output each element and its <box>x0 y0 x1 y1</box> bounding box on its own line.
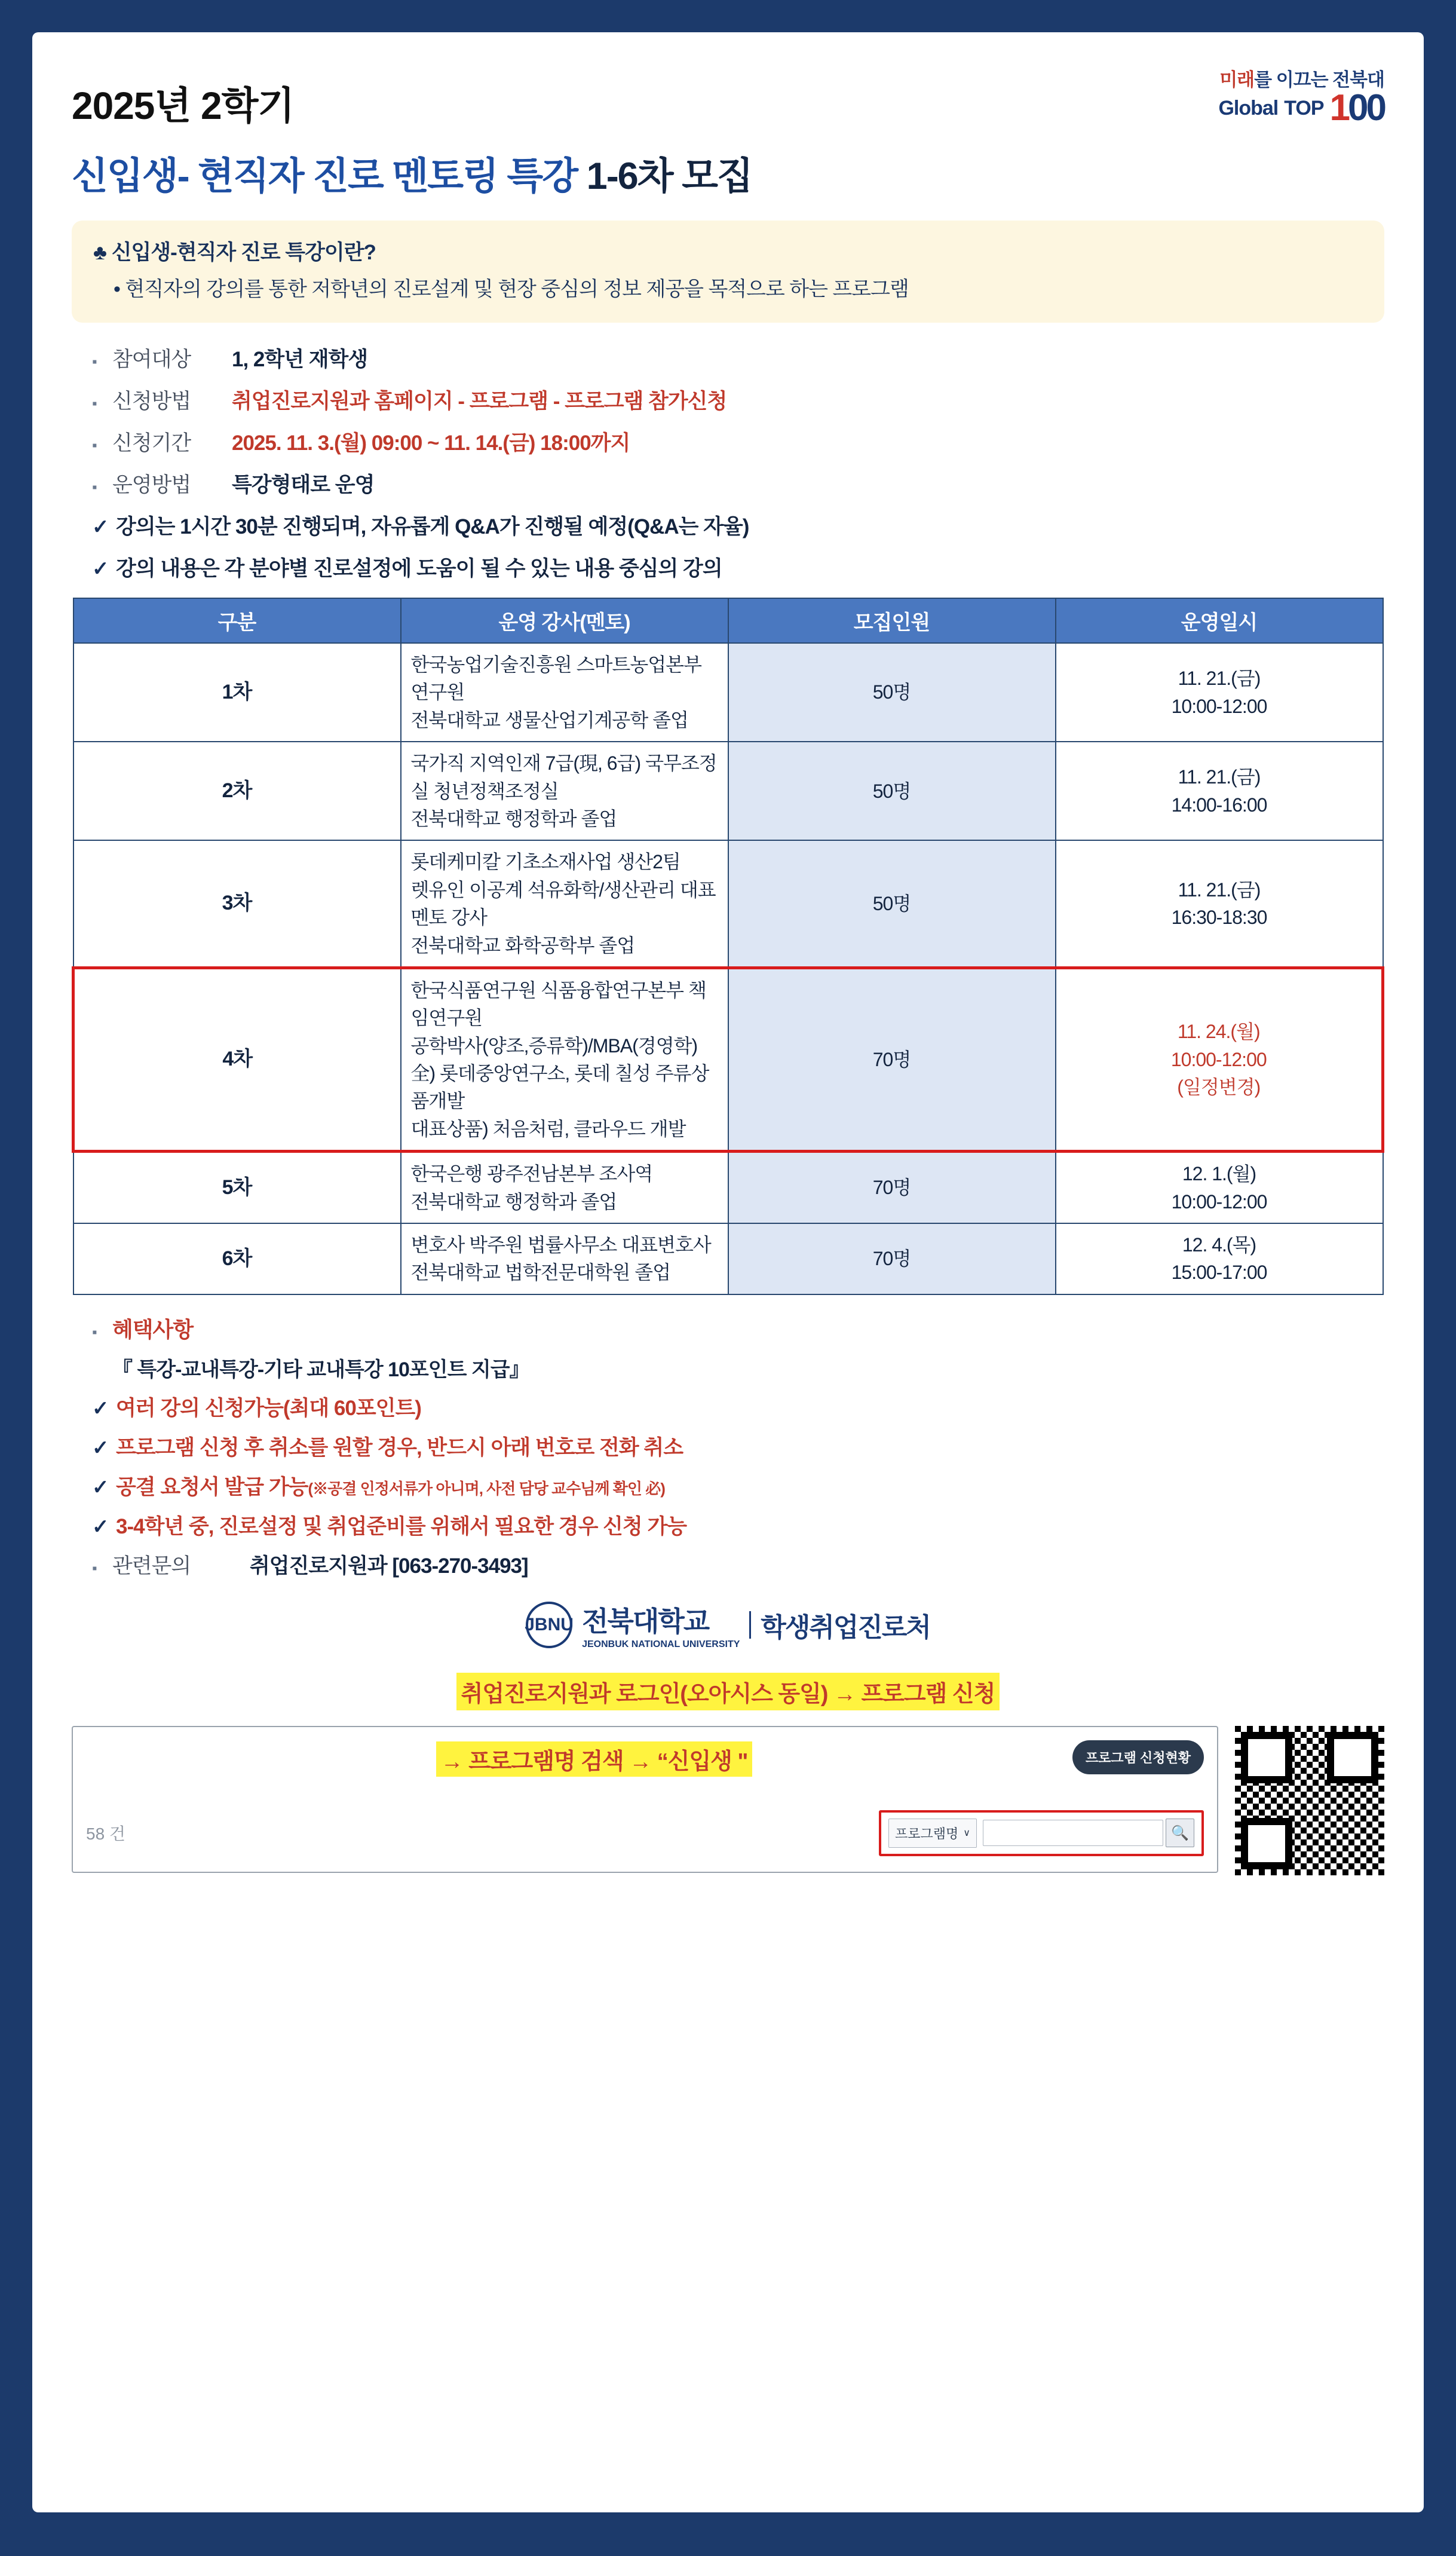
table-row <box>73 742 1383 840</box>
benefit-item <box>92 1431 1384 1461</box>
list-bullet-icon: ▪ <box>92 1560 97 1577</box>
table-row-highlighted <box>73 968 1383 1151</box>
mentor-line: 변호사 박주원 법률사무소 대표변호사 <box>410 1234 711 1256</box>
poster-header <box>72 67 1384 130</box>
date-line: 14:00-16:00 <box>1171 794 1267 816</box>
info-row <box>92 469 1384 498</box>
check-icon: ✓ <box>92 1397 109 1420</box>
cell-no: 6차 <box>73 1223 401 1294</box>
table-row <box>73 1152 1383 1223</box>
col-header-no: 구분 <box>73 598 401 643</box>
benefit-text: 프로그램 신청 후 취소를 원할 경우, 반드시 아래 번호로 전화 취소 <box>116 1435 683 1459</box>
list-bullet-icon: ▪ <box>92 437 97 454</box>
date-line: 16:30-18:30 <box>1171 907 1267 929</box>
date-line: 11. 21.(금) <box>1178 668 1261 690</box>
cell-mentor <box>401 643 728 742</box>
info-value: 취업진로지원과 홈페이지 - 프로그램 - 프로그램 참가신청 <box>232 390 727 413</box>
office-name: 학생취업진로처 <box>761 1612 930 1642</box>
divider <box>749 1611 751 1639</box>
benefit-note: (※공결 인정서류가 아니며, 사전 담당 교수님께 확인 必) <box>308 1479 665 1498</box>
search-screenshot-top <box>86 1741 1204 1777</box>
cell-count: 50명 <box>728 742 1056 840</box>
list-bullet-icon: ▪ <box>92 396 97 412</box>
mentor-line: 全) 롯데중앙연구소, 롯데 칠성 주류상품개발 <box>410 1063 709 1112</box>
info-label: 참여대상 <box>112 348 191 371</box>
chevron-down-icon: ∨ <box>963 1828 970 1839</box>
search-field-select[interactable] <box>888 1819 977 1848</box>
cell-mentor <box>401 742 728 840</box>
list-bullet-icon: ▪ <box>92 479 97 495</box>
date-line: 10:00-12:00 <box>1170 1048 1267 1070</box>
contact-row <box>92 1550 1384 1579</box>
qr-corner-marker <box>1241 1818 1292 1869</box>
page-title-suffix: 1-6차 모집 <box>586 155 752 197</box>
cell-count: 50명 <box>728 643 1056 742</box>
brand-global-top <box>1218 87 1384 128</box>
cell-date <box>1056 1223 1383 1294</box>
check-icon: ✓ <box>92 516 109 538</box>
list-bullet-icon: ▪ <box>92 354 97 370</box>
brand-tagline <box>1218 71 1384 89</box>
table-row <box>73 643 1383 742</box>
check-icon: ✓ <box>92 1515 109 1538</box>
info-label: 신청기간 <box>112 431 191 455</box>
page-title-main: 신입생- 현직자 진로 멘토링 특강 <box>72 155 587 197</box>
result-count: 58 건 <box>86 1825 125 1844</box>
benefits-section <box>72 1313 1384 1579</box>
howto-section <box>72 1673 1384 1875</box>
benefit-item <box>92 1392 1384 1422</box>
qr-code[interactable] <box>1235 1726 1384 1875</box>
benefits-title <box>92 1313 1384 1343</box>
mentor-line: 한국은행 광주전남본부 조사역 <box>410 1163 653 1185</box>
university-name <box>582 1600 740 1650</box>
info-value: 1, 2학년 재학생 <box>232 348 368 371</box>
benefit-text: 3-4학년 중, 진로설정 및 취업준비를 위해서 필요한 경우 신청 가능 <box>116 1514 687 1538</box>
date-line: 15:00-17:00 <box>1171 1262 1267 1284</box>
program-search-screenshot <box>72 1726 1218 1873</box>
search-input[interactable] <box>983 1820 1163 1846</box>
check-icon: ✓ <box>92 558 109 580</box>
table-row <box>73 840 1383 968</box>
date-line: 10:00-12:00 <box>1171 1190 1267 1213</box>
brand-tagline-mid: 를 이끄는 <box>1254 69 1333 90</box>
date-line: 12. 1.(월) <box>1182 1163 1256 1185</box>
page-title <box>72 146 1384 200</box>
cell-no: 2차 <box>73 742 401 840</box>
date-line: 11. 24.(월) <box>1177 1021 1260 1043</box>
cell-date <box>1056 1152 1383 1223</box>
intro-box <box>72 221 1384 323</box>
cell-no: 4차 <box>73 968 401 1151</box>
benefit-text: 공결 요청서 발급 가능 <box>116 1475 308 1499</box>
mentor-line: 대표상품) 처음처럼, 클라우드 개발 <box>410 1118 686 1140</box>
date-line: 11. 21.(금) <box>1178 766 1261 788</box>
brand-100-one: 1 <box>1329 87 1348 128</box>
cell-date <box>1056 968 1383 1151</box>
cell-count: 50명 <box>728 840 1056 968</box>
check-icon: ✓ <box>92 1436 109 1459</box>
schedule-table <box>72 598 1384 1295</box>
mentor-line: 전북대학교 행정학과 졸업 <box>410 1190 617 1213</box>
info-row <box>92 510 1384 540</box>
university-mark <box>72 1600 1384 1650</box>
benefit-item <box>92 1471 1384 1501</box>
mentor-line: 한국식품연구원 식품융합연구본부 책임연구원 <box>410 979 706 1029</box>
university-name-kr: 전북대학교 <box>582 1605 709 1637</box>
search-icon[interactable]: 🔍 <box>1166 1819 1194 1847</box>
info-value: 강의 내용은 각 분야별 진로설정에 도움이 될 수 있는 내용 중심의 강의 <box>116 557 722 580</box>
program-status-button[interactable]: 프로그램 신청현황 <box>1072 1740 1204 1774</box>
jbnu-brand-logo <box>1218 67 1384 128</box>
table-row <box>73 1223 1383 1294</box>
mentor-line: 국가직 지역인재 7급(現, 6급) 국무조정실 청년정책조정실 <box>410 752 717 802</box>
mentor-line: 공학박사(양조,증류학)/MBA(경영학) <box>410 1034 698 1057</box>
search-screenshot-bottom <box>86 1810 1204 1856</box>
benefit-item <box>92 1510 1384 1540</box>
howto-step1: 취업진로지원과 로그인(오아시스 동일) → 프로그램 신청 <box>456 1673 1000 1710</box>
brand-100-oo: 00 <box>1348 87 1384 128</box>
mentor-line: 한국농업기술진흥원 스마트농업본부 연구원 <box>410 654 701 703</box>
search-field-value: 프로그램명 <box>895 1826 959 1841</box>
cell-no: 3차 <box>73 840 401 968</box>
info-value: 2025. 11. 3.(월) 09:00 ~ 11. 14.(금) 18:00까지 <box>232 431 630 455</box>
col-header-mentor: 운영 강사(멘토) <box>401 598 728 643</box>
mentor-line: 전북대학교 생물산업기계공학 졸업 <box>410 709 688 731</box>
info-row <box>92 552 1384 582</box>
semester-title: 2025년 2학기 <box>72 84 295 127</box>
list-bullet-icon: ▪ <box>92 1324 97 1340</box>
date-line: 11. 21.(금) <box>1178 878 1261 901</box>
info-label: 신청방법 <box>112 390 191 413</box>
cell-mentor <box>401 1152 728 1223</box>
brand-tagline-prefix: 미래 <box>1219 69 1255 90</box>
info-label: 운영방법 <box>112 473 191 497</box>
benefits-quote: 『 특강-교내특강-기타 교내특강 10포인트 지급』 <box>112 1358 529 1381</box>
brand-global-label: Global <box>1218 96 1279 120</box>
cell-count: 70명 <box>728 968 1056 1151</box>
cell-date <box>1056 643 1383 742</box>
cell-mentor <box>401 840 728 968</box>
check-icon: ✓ <box>92 1476 109 1499</box>
university-seal-icon: JBNU <box>526 1602 572 1648</box>
howto-step2: → 프로그램명 검색 → “신입생 " <box>436 1741 753 1777</box>
mentor-line: 전북대학교 행정학과 졸업 <box>410 807 617 829</box>
info-value: 강의는 1시간 30분 진행되며, 자유롭게 Q&A가 진행될 예정(Q&A는 자율) <box>116 515 749 538</box>
col-header-date: 운영일시 <box>1056 598 1383 643</box>
info-row <box>92 385 1384 415</box>
mentor-line: 롯데케미칼 기초소재사업 생산2팀 <box>410 851 681 873</box>
cell-date <box>1056 742 1383 840</box>
mentor-line: 전북대학교 화학공학부 졸업 <box>410 934 635 956</box>
cell-mentor <box>401 1223 728 1294</box>
contact-value: 취업진로지원과 [063-270-3493] <box>250 1554 528 1578</box>
poster-sheet <box>32 32 1424 2512</box>
cell-date <box>1056 840 1383 968</box>
cell-no: 5차 <box>73 1152 401 1223</box>
intro-heading: ♣ 신입생-현직자 진로 특강이란? <box>93 241 376 264</box>
date-note: (일정변경) <box>1177 1076 1261 1098</box>
cell-no: 1차 <box>73 643 401 742</box>
info-value: 특강형태로 운영 <box>232 473 375 497</box>
howto-screenshot-row <box>72 1726 1384 1875</box>
cell-mentor <box>401 968 728 1151</box>
date-line: 10:00-12:00 <box>1171 695 1267 717</box>
brand-tagline-univ: 전북대 <box>1332 69 1384 90</box>
mentor-line: 전북대학교 법학전문대학원 졸업 <box>410 1262 671 1284</box>
mentor-line: 렛유인 이공계 석유화학/생산관리 대표 멘토 강사 <box>410 878 716 929</box>
date-line: 12. 4.(목) <box>1182 1234 1256 1256</box>
brand-100-mark <box>1329 87 1384 128</box>
contact-label: 관련문의 <box>112 1554 191 1578</box>
table-header-row <box>73 598 1383 643</box>
university-name-en: JEONBUK NATIONAL UNIVERSITY <box>582 1639 740 1649</box>
benefits-title-text: 혜택사항 <box>112 1317 194 1342</box>
info-row <box>92 427 1384 457</box>
info-row <box>92 343 1384 373</box>
cell-count: 70명 <box>728 1152 1056 1223</box>
info-list <box>72 343 1384 582</box>
brand-top-label: TOP <box>1284 96 1324 120</box>
intro-body: • 현직자의 강의를 통한 저학년의 진로설계 및 현장 중심의 정보 제공을 목적으로 하는 프로그램 <box>114 278 909 301</box>
cell-count: 70명 <box>728 1223 1056 1294</box>
search-controls <box>879 1810 1204 1856</box>
benefit-text: 여러 강의 신청가능(최대 60포인트) <box>116 1396 421 1420</box>
col-header-count: 모집인원 <box>728 598 1056 643</box>
